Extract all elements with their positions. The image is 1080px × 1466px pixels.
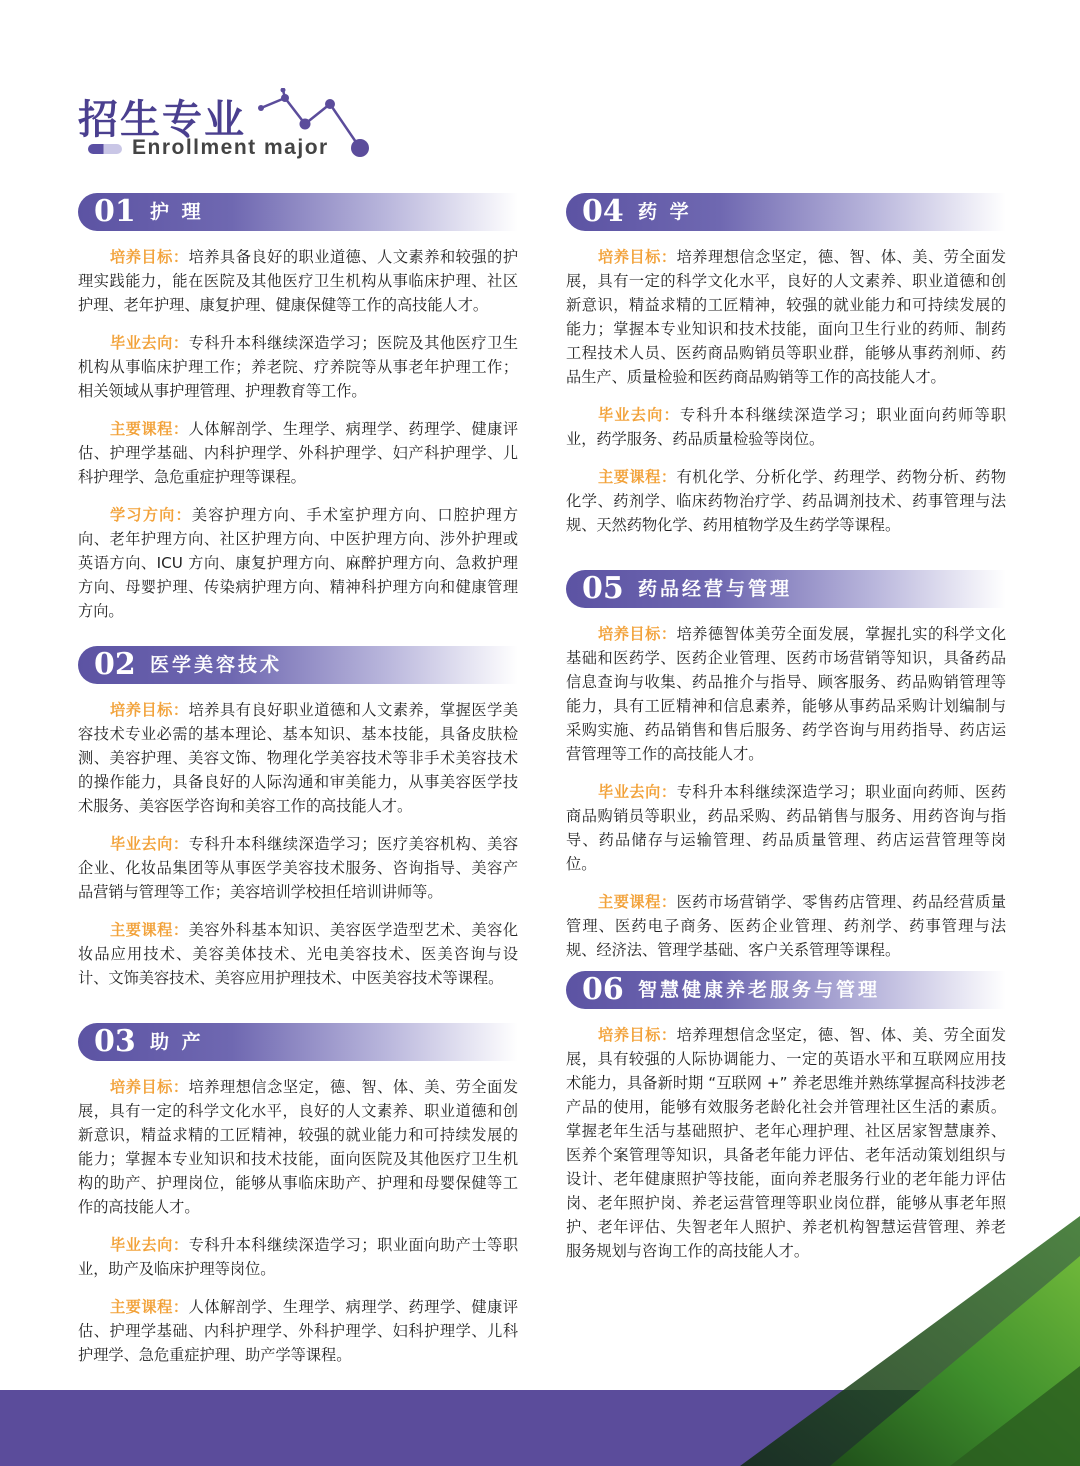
paragraph [78,1075,518,1219]
section-header [566,570,1006,608]
para-label: 毕业去向： [110,1236,189,1254]
section-title: 医学美容技术 [150,654,283,676]
para-text: 人体解剖学、生理学、病理学、药理学、健康评估、护理学基础、内科护理学、外科护理学、妇产科护理学、儿科护理学、急危重症护理等课程。 [78,420,519,486]
paragraph [566,780,1006,876]
paragraph [78,417,518,489]
paragraph [566,622,1006,766]
paragraph [78,698,518,818]
paragraph [566,245,1006,389]
para-label: 主要课程： [598,893,677,911]
para-text: 人体解剖学、生理学、病理学、药理学、健康评估、护理学基础、内科护理学、外科护理学、妇科护理学、儿科护理学、急危重症护理、助产学等课程。 [78,1298,519,1364]
section-midwifery [78,1023,518,1367]
para-text: 培养理想信念坚定，德、智、体、美、劳全面发展，具有一定的科学文化水平，良好的人文素养、职业道德和创新意识，精益求精的工匠精神，较强的就业能力和可持续发展的能力；掌握本专业知识和技术技能，面向卫生行业的药师、制药工程技术人员、医药商品购销员等职业群，能够从事药剂师、药品生产、质量检验和医药商品购销等工作的高技能人才。 [566,248,1007,386]
para-text: 美容外科基本知识、美容医学造型艺术、美容化妆品应用技术、美容美体技术、光电美容技术、医美咨询与设计、文饰美容技术、美容应用护理技术、中医美容技术等课程。 [78,921,519,987]
para-text: 培养德智体美劳全面发展，掌握扎实的科学文化基础和医药学、医药企业管理、医药市场营销等知识，具备药品信息查询与收集、药品推介与指导、顾客服务、药品购销管理等能力，具有工匠精神和信息素养，能够从事药品采购计划编制与采购实施、药品销售和售后服务、药学咨询与用药指导、药店运营管理等工作的高技能人才。 [566,625,1007,763]
page-subtitle: Enrollment major [132,136,329,159]
paragraph [78,331,518,403]
section-nursing [78,193,518,623]
section-medical-beauty [78,646,518,990]
paragraph [566,465,1006,537]
para-label: 培养目标： [598,1026,677,1044]
section-number: 06 [582,972,624,1007]
pill-decoration [88,144,122,154]
para-text: 专科升本科继续深造学习；医疗美容机构、美容企业、化妆品集团等从事医学美容技术服务、咨询指导、美容产品营销与管理等工作；美容培训学校担任培训讲师等。 [78,835,519,901]
para-text: 培养理想信念坚定，德、智、体、美、劳全面发展，具有一定的科学文化水平，良好的人文素养、职业道德和创新意识，精益求精的工匠精神，较强的就业能力和可持续发展的能力；掌握本专业知识和技术技能，面向医院及其他医疗卫生机构的助产、护理岗位，能够从事临床助产、护理和母婴保健等工作的高技能人才。 [78,1078,519,1216]
page-title: 招生专业 [78,97,246,143]
para-text: 专科升本科继续深造学习；职业面向药师、医药商品购销员等职业，药品采购、药品销售与服务、用药咨询与指导、药品储存与运输管理、药品质量管理、药店运营管理等岗位。 [566,783,1007,873]
para-text: 医药市场营销学、零售药店管理、药品经营质量管理、医药电子商务、医药企业管理、药剂学、药事管理与法规、经济法、管理学基础、客户关系管理等课程。 [566,893,1007,959]
para-label: 培养目标： [110,248,189,266]
para-text: 培养具有良好职业道德和人文素养，掌握医学美容技术专业必需的基本理论、基本知识、基本技能，具备皮肤检测、美容护理、美容文饰、物理化学美容技术等非手术美容技术的操作能力，具备良好的人际沟通和审美能力，从事美容医学技术服务、美容医学咨询和美容工作的高技能人才。 [78,701,519,815]
section-header [566,193,1006,231]
paragraph [78,918,518,990]
para-label: 主要课程： [110,921,189,939]
paragraph [566,403,1006,451]
section-title: 护 理 [150,201,204,223]
para-label: 毕业去向： [110,334,189,352]
para-text: 有机化学、分析化学、药理学、药物分析、药物化学、药剂学、临床药物治疗学、药品调剂技术、药事管理与法规、天然药物化学、药用植物学及生药学等课程。 [566,468,1007,534]
para-text: 培养理想信念坚定，德、智、体、美、劳全面发展，具有较强的人际协调能力、一定的英语水平和互联网应用技术能力，具备新时期 “互联网 +” 养老思维并熟练掌握高科技涉老产品的使用，能够有效服务老龄化社会并管理社区生活的素质。掌握老年生活与基础照护、老年心理护理、社区居家智慧康养、医养个案管理等知识，具备老年能力评估、老年活动策划组织与设计、老年健康照护等技能，面向养老服务行业的老年能力评估岗、老年照护岗、养老运营管理等职业岗位群，能够从事老年照护、老年评估、失智老年人照护、养老机构智慧运营管理、养老服务规划与咨询工作的高技能人才。 [566,1026,1007,1260]
corner-decoration [740,1216,1080,1466]
paragraph [566,890,1006,962]
para-label: 培养目标： [110,1078,189,1096]
para-text: 美容护理方向、手术室护理方向、口腔护理方向、老年护理方向、社区护理方向、中医护理方向、涉外护理或英语方向、ICU 方向、康复护理方向、麻醉护理方向、急救护理方向、母婴护理、传染病护理方向、精神科护理方向和健康管理方向。 [78,506,519,620]
para-label: 培养目标： [598,625,677,643]
paragraph [78,1295,518,1367]
section-header [566,971,1006,1009]
section-title: 药 学 [638,201,692,223]
section-pharmacy [566,193,1006,537]
para-label: 毕业去向： [598,783,677,801]
paragraph [78,245,518,317]
para-label: 毕业去向： [110,835,189,853]
para-label: 主要课程： [110,1298,189,1316]
molecule-icon [255,88,375,168]
para-label: 主要课程： [110,420,189,438]
paragraph [78,503,518,623]
section-number: 01 [94,194,136,229]
para-label: 培养目标： [598,248,677,266]
para-text: 培养具备良好的职业道德、人文素养和较强的护理实践能力，能在医院及其他医疗卫生机构从事临床护理、社区护理、老年护理、康复护理、健康保健等工作的高技能人才。 [78,248,519,314]
para-label: 主要课程： [598,468,677,486]
para-label: 培养目标： [110,701,189,719]
section-number: 04 [582,194,624,229]
para-label: 毕业去向： [598,406,680,424]
section-number: 03 [94,1024,136,1059]
paragraph [78,1233,518,1281]
paragraph [78,832,518,904]
para-text: 专科升本科继续深造学习；职业面向药师等职业，药学服务、药品质量检验等岗位。 [566,406,1007,448]
section-number: 02 [94,647,136,682]
section-number: 05 [582,571,624,606]
section-header [78,1023,518,1061]
section-title: 药品经营与管理 [638,578,793,600]
para-label: 学习方向： [110,506,192,524]
section-header [78,646,518,684]
para-text: 专科升本科继续深造学习；职业面向助产士等职业，助产及临床护理等岗位。 [78,1236,519,1278]
section-drug-management [566,570,1006,962]
para-text: 专科升本科继续深造学习；医院及其他医疗卫生机构从事临床护理工作；养老院、疗养院等从事老年护理工作；相关领域从事护理管理、护理教育等工作。 [78,334,519,400]
section-title: 智慧健康养老服务与管理 [638,979,881,1001]
section-header [78,193,518,231]
section-title: 助 产 [150,1031,204,1053]
